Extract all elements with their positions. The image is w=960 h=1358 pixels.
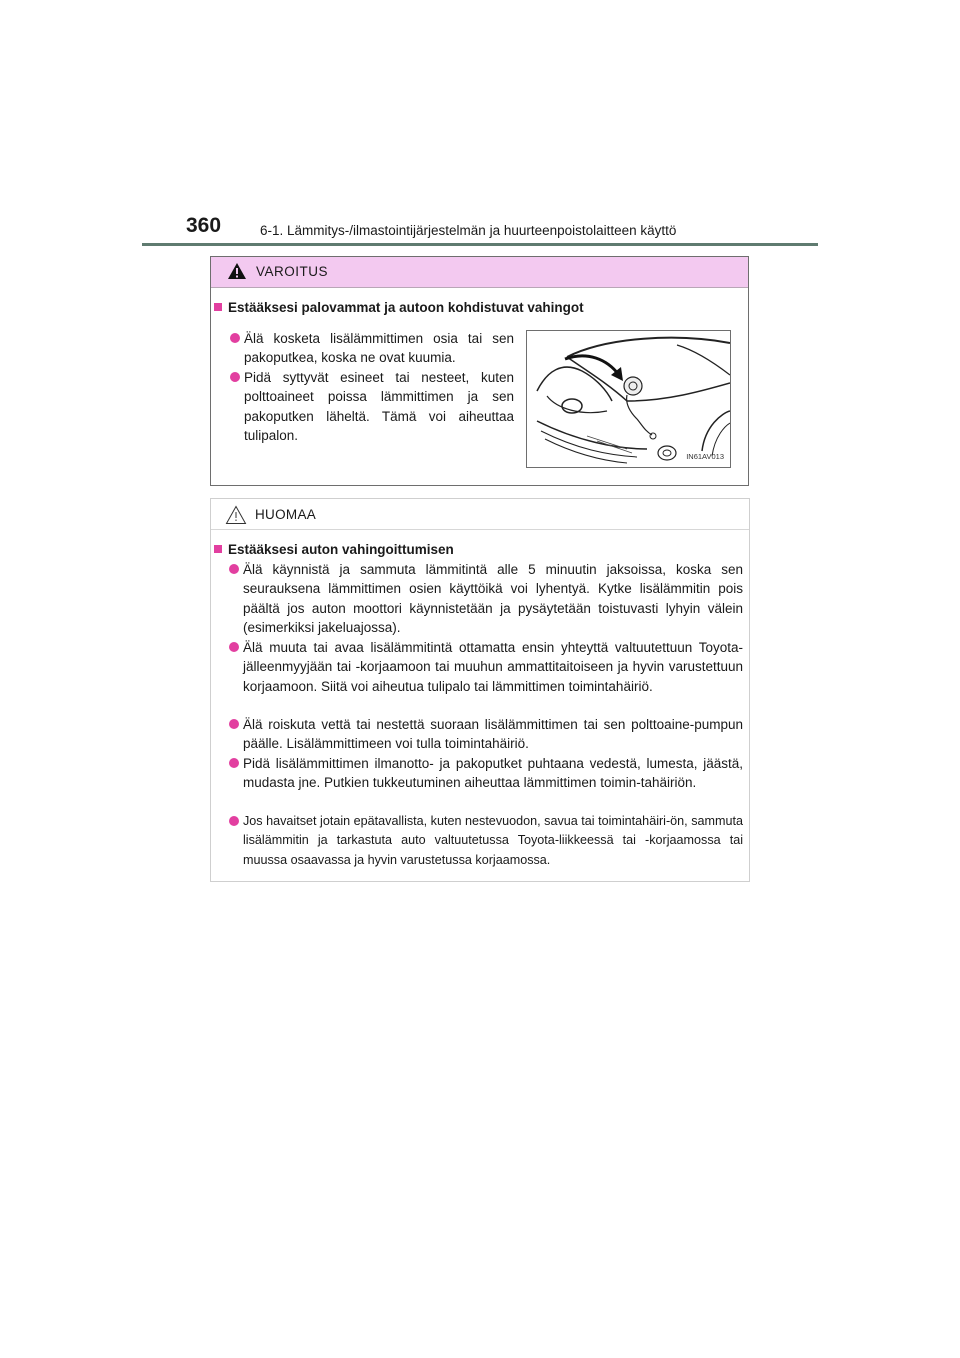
warning-section-heading xyxy=(214,300,584,315)
bullet-dot-icon xyxy=(229,758,239,768)
figure-code: IN61AV013 xyxy=(686,452,724,461)
warning-item-text: Pidä syttyvät esineet tai nesteet, kuten polttoaineet poissa lämmittimen ja sen pakoputken läheltä. Tämä voi aiheuttaa tulipalon. xyxy=(244,370,514,444)
notice-heading-text: Estääksesi auton vahingoittumisen xyxy=(228,542,454,557)
notice-item-text: Pidä lisälämmittimen ilmanotto- ja pakoputket puhtaana vedestä, lumesta, jäästä, mudasta jne. Putkien tukkeutuminen aiheuttaa lämmittimen toimin-tahäiriön. xyxy=(243,756,743,791)
square-bullet-icon xyxy=(214,303,222,311)
warning-heading-text: Estääksesi palovammat ja autoon kohdistuvat vahingot xyxy=(228,300,584,315)
bullet-dot-icon xyxy=(229,642,239,652)
caution-triangle-icon xyxy=(225,505,247,525)
notice-title: HUOMAA xyxy=(255,507,317,522)
bullet-dot-icon xyxy=(229,719,239,729)
notice-item xyxy=(243,638,743,696)
running-head: 6-1. Lämmitys-/ilmastointijärjestelmän ja huurteenpoistolaitteen käyttö xyxy=(260,223,677,238)
warning-header xyxy=(211,257,748,288)
notice-section-heading xyxy=(214,542,454,557)
warning-title: VAROITUS xyxy=(256,264,329,279)
notice-item-text: Jos havaitset jotain epätavallista, kuten nestevuodon, savua tai toimintahäiri-ön, sammuta lisälämmitin ja tarkastuta auto valtuutetussa Toyota-liikkeessä tai -korjaamossa tai muussa osaavassa ja hyvin varustetussa korjaamossa. xyxy=(243,814,743,867)
notice-item xyxy=(243,715,743,754)
car-front-illustration xyxy=(527,331,730,467)
notice-box xyxy=(210,498,750,882)
notice-item xyxy=(243,560,743,638)
notice-item xyxy=(243,754,743,793)
warning-box xyxy=(210,256,749,486)
bullet-dot-icon xyxy=(230,333,240,343)
notice-item-text: Älä käynnistä ja sammuta lämmitintä alle 5 minuutin jaksoissa, koska sen seurauksena lämmittimen osien käyttöikä voi lyhentyä. Kytke lisälämmitin pois päältä jos auton moottori käynnistetään ja pysäytetään toistuvasti lyhyin välein (esimerkiksi jakeluajossa). xyxy=(243,562,743,636)
heater-illustration xyxy=(526,330,731,468)
notice-item-text: Älä muuta tai avaa lisälämmitintä ottamatta ensin yhteyttä valtuutettuun Toyota-jälleenmyyjään tai -korjaamoon tai muuhun ammattitaitoiseen ja hyvin varustettuun korjaamoon. Siitä voi aiheutua tulipalo tai lämmittimen toimintahäiriö. xyxy=(243,640,743,694)
notice-item xyxy=(243,812,743,870)
warning-item xyxy=(244,368,514,446)
header-rule xyxy=(142,243,818,246)
notice-header xyxy=(211,499,749,530)
warning-triangle-icon xyxy=(227,262,247,280)
bullet-dot-icon xyxy=(229,816,239,826)
bullet-dot-icon xyxy=(229,564,239,574)
square-bullet-icon xyxy=(214,545,222,553)
page-number: 360 xyxy=(186,214,222,237)
warning-item-text: Älä kosketa lisälämmittimen osia tai sen pakoputkea, koska ne ovat kuumia. xyxy=(244,331,514,366)
warning-item xyxy=(244,329,514,368)
bullet-dot-icon xyxy=(230,372,240,382)
notice-item-text: Älä roiskuta vettä tai nestettä suoraan lisälämmittimen tai sen polttoaine-pumpun päälle. Lisälämmittimeen voi tulla toimintahäiriö. xyxy=(243,717,743,752)
